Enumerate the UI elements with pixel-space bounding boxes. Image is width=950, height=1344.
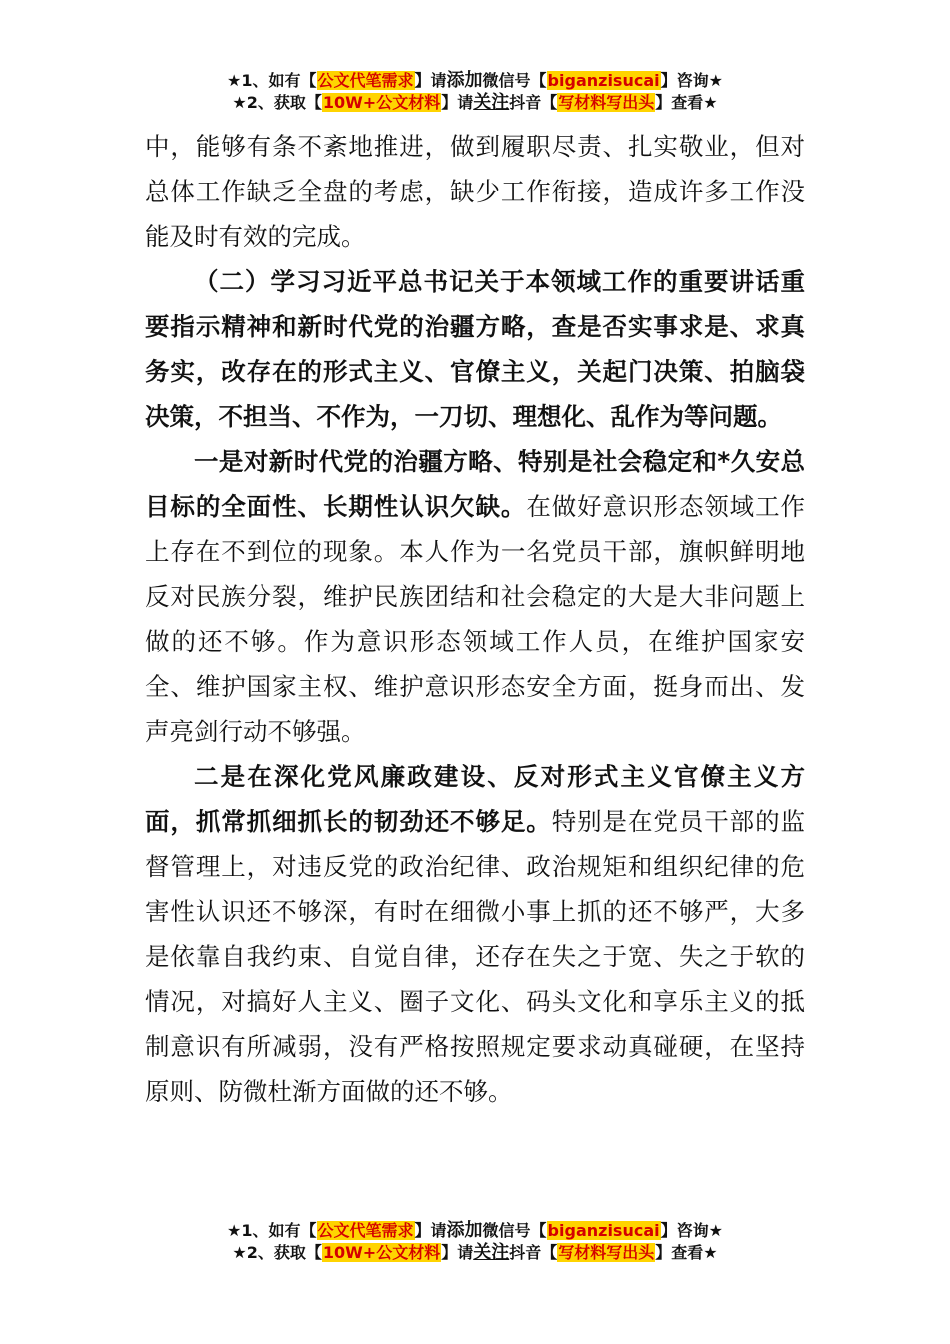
banner-line-2 xyxy=(0,1242,950,1264)
banner-text: 】请 xyxy=(414,1221,447,1240)
banner-highlight-materials: 10W+公文材料 xyxy=(322,1243,441,1262)
banner-line-2 xyxy=(0,92,950,114)
banner-text: 】咨询★ xyxy=(660,71,723,90)
paragraph-issue-2 xyxy=(145,754,805,1114)
section-heading: （二）学习习近平总书记关于本领域工作的重要讲话重要指示精神和新时代党的治疆方略，查是否实事求是、求真务实，改存在的形式主义、官僚主义，关起门决策、拍脑袋决策，不担当、不作为，一刀切、理想化、乱作为等问题。 xyxy=(145,267,805,431)
footer-banner xyxy=(0,1220,950,1264)
banner-highlight-douyin: 写材料写出头 xyxy=(558,1243,655,1262)
banner-highlight-service: 公文代笔需求 xyxy=(317,71,414,90)
banner-text: 】请 xyxy=(414,71,447,90)
banner-line-1 xyxy=(0,1220,950,1242)
banner-highlight-douyin: 写材料写出头 xyxy=(558,93,655,112)
banner-text: 抖音【 xyxy=(509,93,558,112)
banner-highlight-service: 公文代笔需求 xyxy=(317,1221,414,1240)
banner-highlight-materials: 10W+公文材料 xyxy=(322,93,441,112)
banner-highlight-wechat: biganzisucai xyxy=(547,1221,660,1240)
banner-text: 】请 xyxy=(441,93,474,112)
banner-text: 】查看★ xyxy=(655,93,718,112)
banner-text: 】查看★ xyxy=(655,1243,718,1262)
header-banner xyxy=(0,70,950,114)
banner-line-1 xyxy=(0,70,950,92)
paragraph-issue-1 xyxy=(145,439,805,754)
banner-text: ★2、获取【 xyxy=(232,1243,322,1262)
banner-text: ★2、获取【 xyxy=(232,93,322,112)
banner-emphasis: 关注 xyxy=(473,92,510,113)
issue-1-text: 在做好意识形态领域工作上存在不到位的现象。本人作为一名党员干部，旗帜鲜明地反对民族分裂，维护民族团结和社会稳定的大是大非问题上做的还不够。作为意识形态领域工作人员，在维护国家安全、维护国家主权、维护意识形态安全方面，挺身而出、发声亮剑行动不够强。 xyxy=(145,492,806,746)
issue-2-lead: 二是在深化党风廉政建设、反对形式主义官僚主义方面，抓常抓细抓长的韧劲还不够足。 xyxy=(145,762,805,836)
banner-text: 抖音【 xyxy=(509,1243,558,1262)
banner-highlight-wechat: biganzisucai xyxy=(547,71,660,90)
banner-text: 】咨询★ xyxy=(660,1221,723,1240)
document-body xyxy=(145,124,805,1114)
banner-text: ★1、如有【 xyxy=(227,1221,317,1240)
issue-2-text: 特别是在党员干部的监督管理上，对违反党的政治纪律、政治规矩和组织纪律的危害性认识还不够深，有时在细微小事上抓的还不够严，大多是依靠自我约束、自觉自律，还存在失之于宽、失之于软的情况，对搞好人主义、圈子文化、码头文化和享乐主义的抵制意识有所减弱，没有严格按照规定要求动真碰硬，在坚持原则、防微杜渐方面做的还不够。 xyxy=(145,807,805,1106)
banner-text: 微信号【 xyxy=(482,1221,547,1240)
paragraph-continuation: 中，能够有条不紊地推进，做到履职尽责、扎实敬业，但对总体工作缺乏全盘的考虑，缺少工作衔接，造成许多工作没能及时有效的完成。 xyxy=(145,132,805,251)
banner-text: 】请 xyxy=(441,1243,474,1262)
banner-emphasis: 关注 xyxy=(473,1242,510,1263)
banner-emphasis: 添加 xyxy=(446,70,483,91)
banner-emphasis: 添加 xyxy=(446,1220,483,1241)
banner-text: ★1、如有【 xyxy=(227,71,317,90)
issue-1-lead: 一是对新时代党的治疆方略、特别是社会稳定和*久安总目标的全面性、长期性认识欠缺。 xyxy=(145,447,805,521)
banner-text: 微信号【 xyxy=(482,71,547,90)
